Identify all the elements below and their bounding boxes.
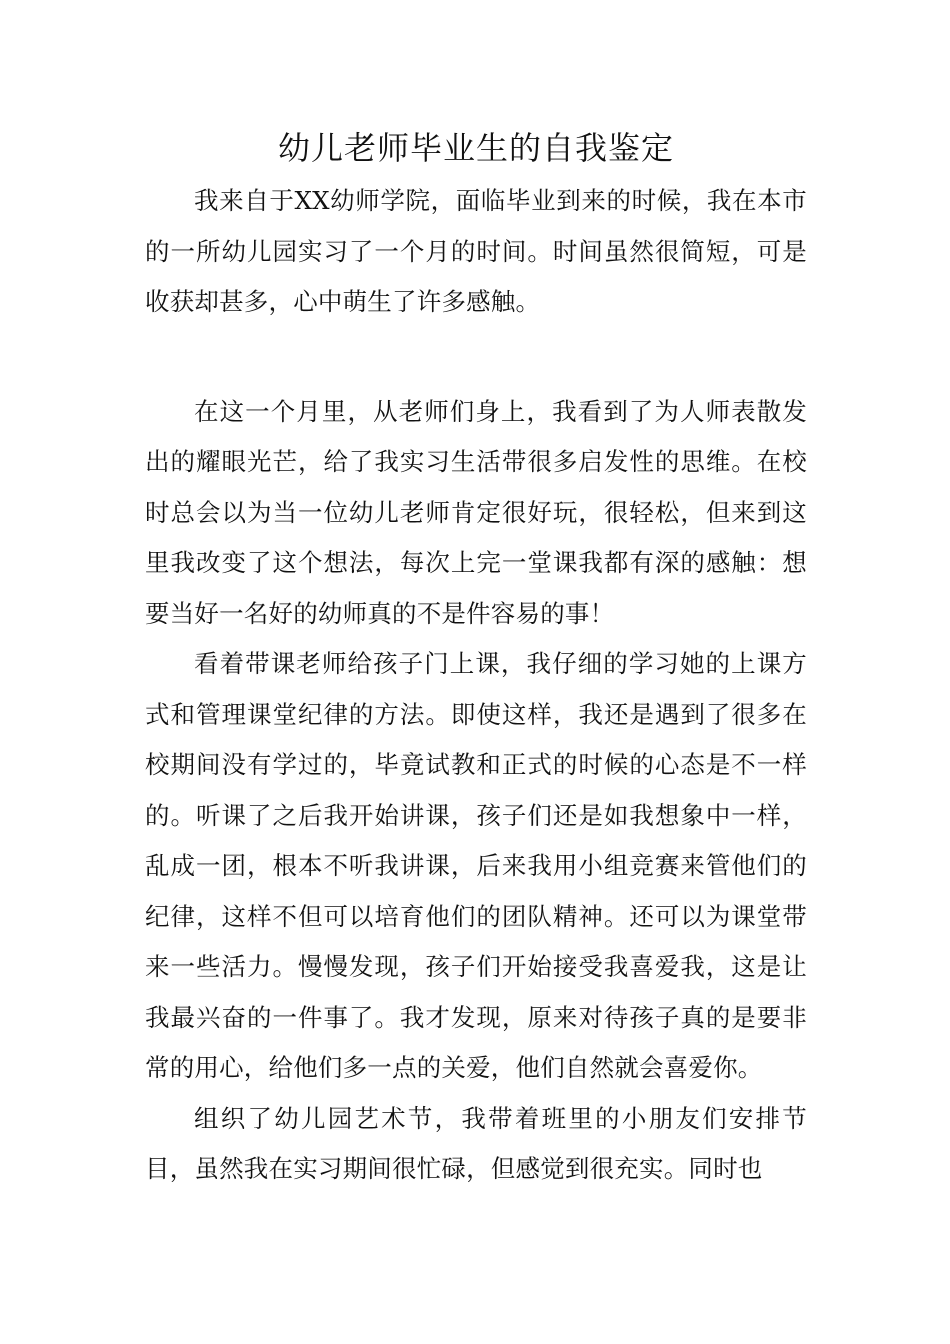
document-title: 幼儿老师毕业生的自我鉴定 [277,129,674,167]
paragraph-1: 我来自于XX幼师学院，面临毕业到来的时候，我在本市的一所幼儿园实习了一个月的时间。时间虽然很简短，可是收获却甚多，心中萌生了许多感触。 [145,186,807,316]
paragraph-3: 看着带课老师给孩子门上课，我仔细的学习她的上课方式和管理课堂纪律的方法。即使这样，我还是遇到了很多在校期间没有学过的，毕竟试教和正式的时候的心态是不一样的。听课了之后我开始讲课，孩子们还是如我想象中一样，乱成一团，根本不听我讲课，后来我用小组竞赛来管他们的纪律，这样不但可以培育他们的团队精神。还可以为课堂带来一些活力。慢慢发现，孩子们开始接受我喜爱我，这是让我最兴奋的一件事了。我才发现，原来对待孩子真的是要非常的用心，给他们多一点的关爱，他们自然就会喜爱你。 [145,649,807,1082]
document-page [145,120,807,1195]
paragraph-2: 在这一个月里，从老师们身上，我看到了为人师表散发出的耀眼光芒，给了我实习生活带很多启发性的思维。在校时总会以为当一位幼儿老师肯定很好玩，很轻松，但来到这里我改变了这个想法，每次上完一堂课我都有深的感触：想要当好一名好的幼师真的不是件容易的事！ [145,396,807,628]
paragraph-gap [145,328,807,387]
paragraph-4: 组织了幼儿园艺术节，我带着班里的小朋友们安排节目，虽然我在实习期间很忙碌，但感觉到很充实。同时也 [145,1103,807,1183]
